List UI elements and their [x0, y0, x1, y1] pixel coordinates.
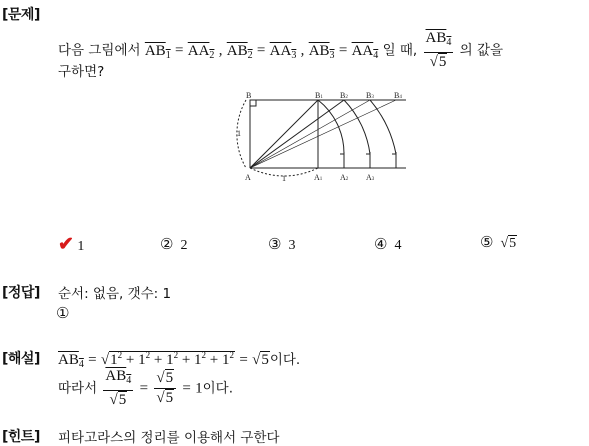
problem-line-2: 구하면?	[58, 64, 105, 80]
choice-3-value: 3	[288, 238, 296, 253]
solution-header: [해설]	[2, 351, 40, 367]
check-mark-icon: ✔	[58, 234, 74, 255]
label-b: B	[246, 91, 252, 100]
geometry-figure	[236, 88, 416, 184]
label-a2: A2	[340, 173, 349, 182]
equals-sign: =	[174, 42, 184, 59]
segment-ab4: $AB_4$	[58, 352, 84, 370]
label-a3: A3	[366, 173, 375, 182]
segment-aa3: $AA_3$	[269, 42, 297, 61]
label-one-side: 1	[237, 129, 241, 138]
equals-sign: =	[256, 42, 266, 59]
right-angle-mark	[250, 100, 256, 106]
choice-4-value: 4	[394, 238, 402, 253]
label-b2: B2	[340, 91, 348, 100]
label-b4: B4	[394, 91, 402, 100]
circled-3-icon: ③	[268, 237, 282, 253]
fraction-sqrt5-over-sqrt5: $\frac{√5}{√5}$	[154, 370, 176, 407]
segment-ab1: $AB_1$	[144, 42, 171, 61]
choice-5[interactable]	[480, 233, 517, 252]
comma: ,	[218, 42, 223, 59]
problem-line-1	[58, 30, 503, 71]
circled-4-icon: ④	[374, 237, 388, 253]
label-b1: B1	[315, 91, 323, 100]
label-b3: B3	[366, 91, 374, 100]
fraction-ab4-over-sqrt5: $\frac{AB_4}{√5}$	[425, 30, 452, 70]
solution-result: 1	[195, 380, 203, 397]
label-a1: A1	[314, 173, 323, 182]
radical-sum: $√1^2 + 1^2 + 1^2 + 1^2 + 1^2$	[100, 350, 235, 368]
segment-aa4: $AA_4$	[351, 42, 379, 61]
problem-text-mid: 일 때,	[382, 42, 418, 59]
hint-text: 피타고라스의 정리를 이용해서 구한다	[58, 430, 280, 446]
problem-text-suffix: 의 값을	[459, 42, 504, 59]
answer-line-2: ①	[56, 304, 70, 322]
equals-sign: =	[338, 42, 348, 59]
answer-header: [정답]	[2, 285, 40, 301]
segment-aa2: $AA_2$	[187, 42, 215, 61]
choice-1-value: 1	[77, 239, 85, 254]
label-one-bottom: 1	[282, 174, 286, 183]
choice-5-value: √5	[500, 236, 517, 251]
label-a: A	[245, 173, 251, 182]
problem-header: [문제]	[2, 7, 40, 23]
segment-ab2: $AB_2$	[226, 42, 253, 61]
segment-ab3: $AB_3$	[308, 42, 335, 61]
sqrt-5: √5	[252, 352, 269, 368]
answer-line-1: 순서: 없음, 갯수: 1	[58, 286, 172, 302]
fraction-ab4-over-sqrt5: $\frac{AB_4}{√5}$	[105, 368, 132, 408]
circled-2-icon: ②	[160, 237, 174, 253]
hint-header: [힌트]	[2, 429, 40, 445]
problem-text-prefix: 다음 그림에서	[58, 42, 141, 59]
choice-1[interactable]	[58, 233, 84, 256]
choice-4[interactable]	[374, 235, 401, 254]
circled-5-icon: ⑤	[480, 235, 494, 251]
comma: ,	[300, 42, 305, 59]
choice-2[interactable]	[160, 235, 187, 254]
solution-line-1: $AB_4 = √1^2 + 1^2 + 1^2 + 1^2 + 1^2 = √5$이다.	[58, 342, 300, 378]
choice-3[interactable]	[268, 235, 295, 254]
choice-2-value: 2	[180, 238, 188, 253]
solution-line-2: 따라서 $\frac{AB_4}{√5}$ = $\frac{√5}{√5}$ = 1이다.	[58, 368, 233, 408]
